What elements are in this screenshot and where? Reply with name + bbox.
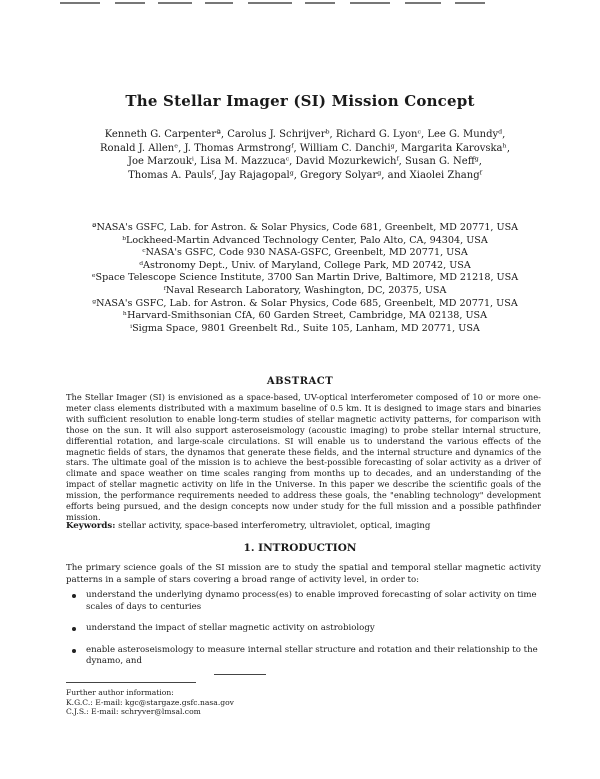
affiliation-line: ᵍNASA's GSFC, Lab. for Astron. & Solar Physics, Code 685, Greenbelt, MD 20771, USA (92, 297, 518, 309)
keywords-label: Keywords: (66, 521, 116, 531)
abstract-heading: ABSTRACT (266, 376, 334, 387)
paper-title: The Stellar Imager (SI) Mission Concept (125, 92, 475, 110)
author-line: Kenneth G. Carpenterª, Carolus J. Schrijverᵇ, Richard G. Lyonᶜ, Lee G. Mundyᵈ, (104, 129, 506, 140)
section-heading-introduction: 1. INTRODUCTION (243, 542, 357, 554)
bullet-icon (72, 594, 76, 598)
affiliation-line: ᵈAstronomy Dept., Univ. of Maryland, College Park, MD 20742, USA (139, 259, 471, 271)
list-item-text: understand the underlying dynamo process(es) to enable improved forecasting of solar activity on time scales of days to centuries (86, 590, 537, 612)
author-line: Ronald J. Allenᵉ, J. Thomas Armstrongᶠ, William C. Danchiᵍ, Margarita Karovskaʰ, (99, 142, 511, 154)
bullet-icon (72, 649, 76, 653)
list-item-text: enable asteroseismology to measure internal stellar structure and rotation and their relationship to the dynamo, and (86, 644, 538, 666)
author-line: Joe Marzoukⁱ, Lisa M. Mazzucaᶜ, David Mozurkewichᶠ, Susan G. Neffᵍ, (128, 156, 482, 167)
author-list (70, 128, 540, 182)
affiliation-line: ᵇLockheed-Martin Advanced Technology Center, Palo Alto, CA, 94304, USA (122, 234, 488, 246)
affiliation-list (70, 222, 540, 335)
footnotes (66, 688, 486, 717)
abstract-text: The Stellar Imager (SI) is envisioned as a space-based, UV-optical interferometer composed of 10 or more one-meter class elements distributed with a maximum baseline of 0.5 km. It is designed to image stars and binaries with sufficient resolution to enable long-term studies of stellar magnetic activity patterns, for comparison with those on the sun. It will also support asteroseismology (acoustic imaging) to probe stellar internal structure, differential rotation, and large-scale circulations. SI will enable us to understand the various effects of the magnetic fields of stars, the dynamos that generate these fields, and the internal structure and dynamics of the stars. The ultimate goal of the mission is to achieve the best-possible forecasting of solar activity as a driver of climate and space weather on time scales ranging from months up to decades, and an understanding of the impact of stellar magnetic activity on life in the Universe. In this paper we describe the scientific goals of the mission, the performance requirements needed to address these goals, the "enabling technology" development efforts being pursued, and the design concepts now under study for the full mission and a possible pathfinder mission. (66, 392, 541, 522)
affiliation-line: ªNASA's GSFC, Lab. for Astron. & Solar Physics, Code 681, Greenbelt, MD 20771, USA (91, 222, 519, 233)
footnote-rule (66, 682, 196, 683)
list-item (66, 590, 551, 613)
affiliation-line: ᶜNASA's GSFC, Code 930 NASA-GSFC, Greenbelt, MD 20771, USA (142, 247, 468, 259)
list-item (66, 645, 551, 668)
scan-header-marks (0, 0, 600, 14)
footnote-line: K.G.C.: E-mail: kgc@stargaze.gsfc.nasa.gov (66, 697, 234, 707)
footnote-line: C.J.S.: E-mail: schryver@lmsal.com (66, 707, 201, 717)
footnote-line: Further author information: (66, 688, 174, 697)
affiliation-line: ⁱSigma Space, 9801 Greenbelt Rd., Suite 105, Lanham, MD 20771, USA (130, 322, 480, 334)
goal-bullet-list (66, 590, 551, 678)
keywords-line (66, 521, 541, 531)
affiliation-line: ʰHarvard-Smithsonian CfA, 60 Garden Street, Cambridge, MA 02138, USA (122, 310, 488, 322)
list-item-text: understand the impact of stellar magnetic activity on astrobiology (86, 623, 375, 633)
author-line: Thomas A. Paulsᶠ, Jay Rajagopalᵍ, Gregory Solyarᵍ, and Xiaolei Zhangᶠ (128, 169, 482, 181)
bullet-icon (72, 627, 76, 631)
list-item (66, 623, 551, 635)
intro-paragraph: The primary science goals of the SI mission are to study the spatial and temporal stellar magnetic activity patterns in a sample of stars covering a broad range of activity level, in order to: (66, 563, 541, 585)
affiliation-line: ᶠNaval Research Laboratory, Washington, DC, 20375, USA (163, 284, 447, 296)
affiliation-line: ᵉSpace Telescope Science Institute, 3700 San Martin Drive, Baltimore, MD 21218, USA (91, 272, 519, 284)
keywords-text: stellar activity, space-based interferometry, ultraviolet, optical, imaging (118, 521, 431, 531)
continuation-rule (214, 674, 266, 675)
